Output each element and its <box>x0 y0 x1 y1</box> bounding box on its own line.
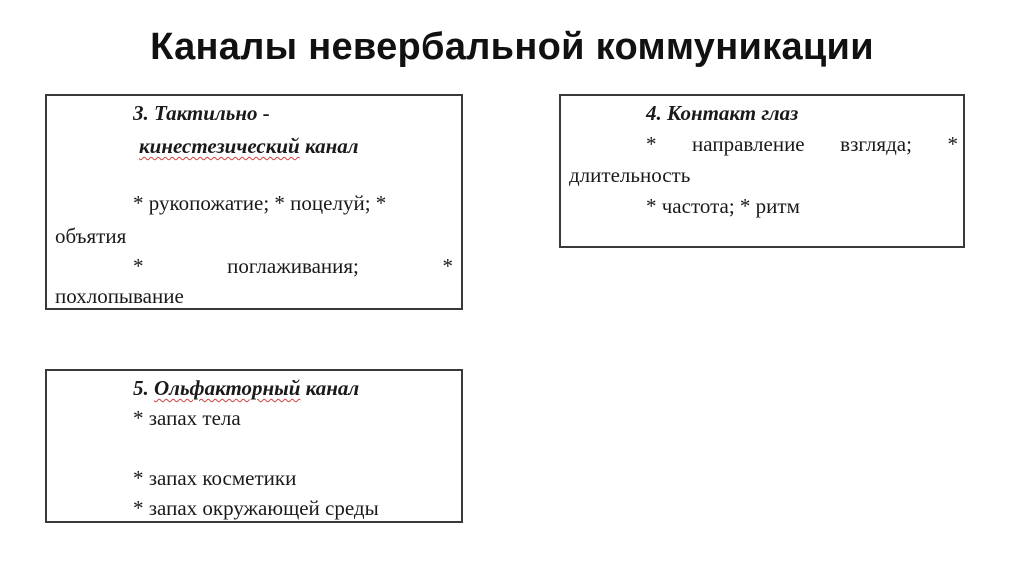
eye-contact-line1 <box>646 129 958 159</box>
tactile-heading-line1 <box>133 98 270 128</box>
tactile-channel-box <box>45 94 463 310</box>
tactile-heading-word2: кинестезический <box>139 134 300 158</box>
olfactory-line2: * запах косметики <box>133 466 297 490</box>
eye-line1-word2: взгляда; <box>840 132 912 156</box>
tactile-heading-word1: Тактильно - <box>154 101 270 125</box>
olfactory-channel-box <box>45 369 463 523</box>
tactile-line1: * рукопожатие; * поцелуй; * <box>133 191 387 215</box>
eye-line1-word1: направление <box>692 132 805 156</box>
slide-title: Каналы невербальной коммуникации <box>150 26 874 68</box>
tactile-heading-number: 3. <box>133 101 149 125</box>
olfactory-line3: * запах окружающей среды <box>133 496 379 520</box>
tactile-line2: объятия <box>55 224 127 248</box>
tactile-line3 <box>133 251 453 281</box>
olfactory-heading-word1: Ольфакторный <box>154 376 301 400</box>
tactile-heading-word3: канал <box>304 134 359 158</box>
tactile-line3-bullet: * <box>133 254 144 278</box>
tactile-heading-line2 <box>139 131 359 161</box>
olfactory-heading-word2: канал <box>305 376 360 400</box>
eye-line1-bullet: * <box>646 132 657 156</box>
olfactory-line1: * запах тела <box>133 406 241 430</box>
tactile-line3-text: поглаживания; <box>227 254 359 278</box>
olfactory-heading <box>133 373 359 403</box>
eye-contact-heading: 4. Контакт глаз <box>646 101 799 125</box>
eye-contact-line2: длительность <box>569 163 691 187</box>
eye-line1-bullet2: * <box>947 132 958 156</box>
eye-contact-line3: * частота; * ритм <box>646 194 800 218</box>
eye-contact-box <box>559 94 965 248</box>
olfactory-heading-number: 5. <box>133 376 149 400</box>
tactile-line4: похлопывание <box>55 284 184 308</box>
tactile-line3-bullet2: * <box>442 254 453 278</box>
